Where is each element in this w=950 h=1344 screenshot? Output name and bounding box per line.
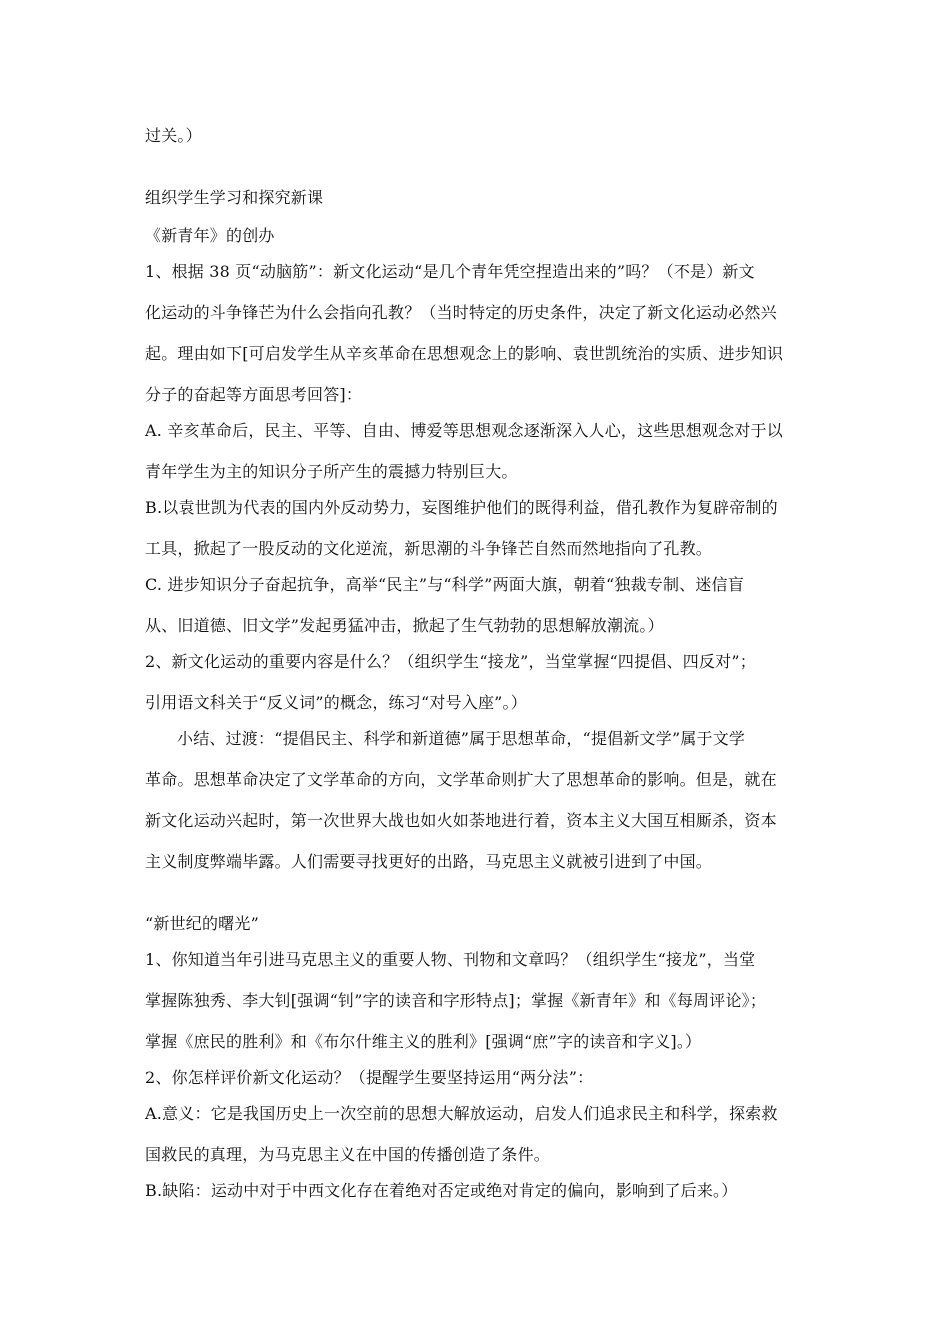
text-line: 革命。思想革命决定了文学革命的方向，文学革命则扩大了思想革命的影响。但是，就在 [145,770,777,789]
text-line: 过关。） [145,126,202,145]
text-line: 2、你怎样评价新文化运动？（提醒学生要坚持运用“两分法”： [145,1068,594,1087]
section-heading: 组织学生学习和探究新课 [145,188,324,207]
text-line: 化运动的斗争锋芒为什么会指向孔教？（当时特定的历史条件，决定了新文化运动必然兴 [145,303,777,322]
text-line: 从、旧道德、旧文学”发起勇猛冲击，掀起了生气勃勃的思想解放潮流。） [145,616,664,635]
text-line: 起。理由如下[可启发学生从辛亥革命在思想观念上的影响、袁世凯统治的实质、进步知识 [145,344,784,363]
text-line: 分子的奋起等方面思考回答]： [145,385,363,404]
text-line: 小结、过渡：“提倡民主、科学和新道德”属于思想革命，“提倡新文学”属于文学 [177,729,746,748]
text-line: A.意义：它是我国历史上一次空前的思想大解放运动，启发人们追求民主和科学，探索救 [145,1104,778,1123]
text-line: B.缺陷：运动中对于中西文化存在着绝对否定或绝对肯定的偏向，影响到了后来。） [145,1181,738,1200]
text-line: 主义制度弊端毕露。人们需要寻找更好的出路，马克思主义就被引进到了中国。 [145,852,713,871]
text-line: 新文化运动兴起时，第一次世界大战也如火如荼地进行着，资本主义大国互相厮杀，资本 [145,811,777,830]
text-line: 引用语文科关于“反义词”的概念，练习“对号入座”。） [145,693,527,712]
text-line: C. 进步知识分子奋起抗争，高举“民主”与“科学”两面大旗，朝着“独裁专制、迷信盲 [145,575,744,594]
text-line: 1、你知道当年引进马克思主义的重要人物、刊物和文章吗？（组织学生“接龙”，当堂 [145,950,756,969]
text-line: 青年学生为主的知识分子所产生的震撼力特别巨大。 [145,462,518,481]
text-line: 工具，掀起了一股反动的文化逆流，新思潮的斗争锋芒自然而然地指向了孔教。 [145,539,713,558]
subsection-heading: “新世纪的曙光” [145,914,259,933]
text-line: A. 辛亥革命后，民主、平等、自由、博爱等思想观念逐渐深入人心，这些思想观念对于以 [145,421,783,440]
text-line: 1、根据 38 页“动脑筋”：新文化运动“是几个青年凭空捏造出来的”吗？（不是）新文 [145,262,755,281]
subsection-heading: 《新青年》的创办 [145,226,275,245]
text-line: 国救民的真理，为马克思主义在中国的传播创造了条件。 [145,1145,551,1164]
text-line: B.以袁世凯为代表的国内外反动势力，妄图维护他们的既得利益，借孔教作为复辟帝制的 [145,498,778,517]
text-line: 掌握陈独秀、李大钊[强调“钊”字的读音和字形特点]；掌握《新青年》和《每周评论》； [145,991,767,1010]
text-line: 2、新文化运动的重要内容是什么？（组织学生“接龙”，当堂掌握“四提倡、四反对”； [145,652,756,671]
text-line: 掌握《庶民的胜利》和《布尔什维主义的胜利》[强调“庶”字的读音和字义]。） [145,1032,702,1051]
